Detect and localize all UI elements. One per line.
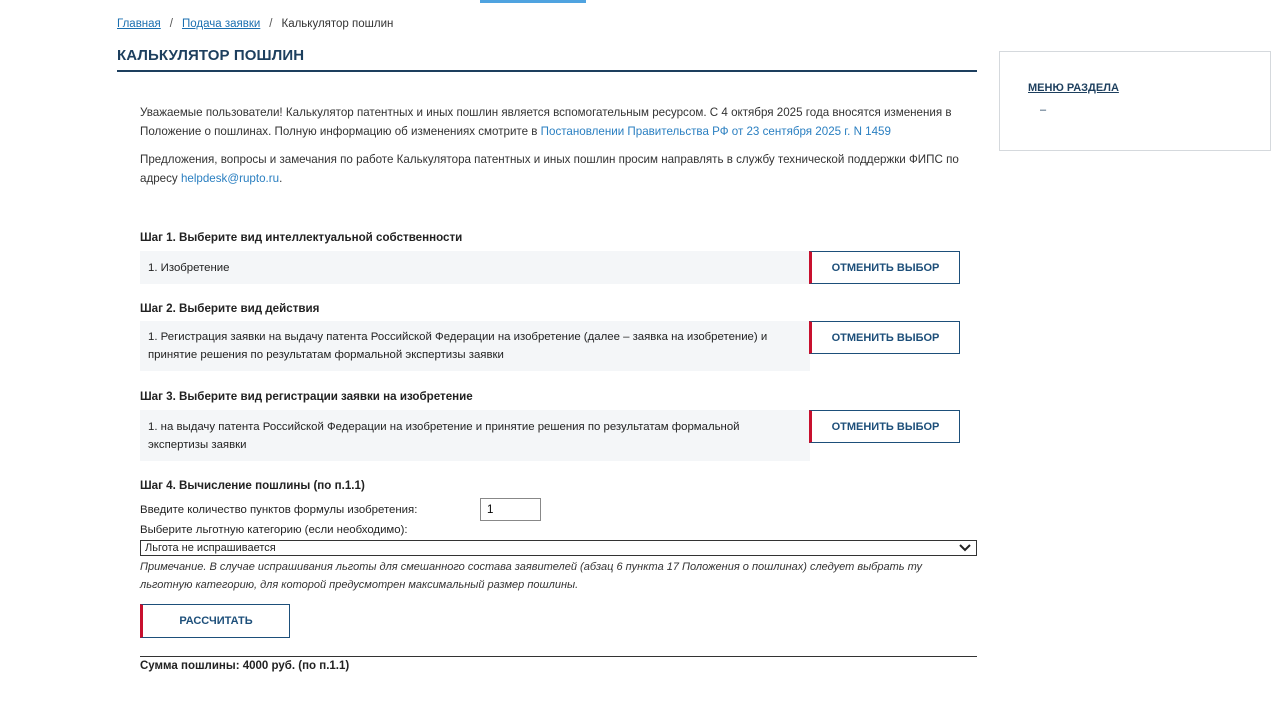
intro-text <box>140 104 980 198</box>
intro-p2-text: Предложения, вопросы и замечания по работе Калькулятора патентных и иных пошлин просим направлять в службу технической поддержки ФИПС по адресу <box>140 153 959 185</box>
section-menu-item[interactable]: – <box>1040 104 1047 116</box>
fee-result: Сумма пошлины: 4000 руб. (по п.1.1) <box>140 660 350 672</box>
breadcrumb-separator: / <box>169 18 173 30</box>
step3-selected-choice: 1. на выдачу патента Российской Федерации на изобретение и принятие решения по результатам формальной экспертизы заявки <box>140 410 810 461</box>
breadcrumb-submit-link[interactable]: Подача заявки <box>181 18 261 30</box>
benefit-category-selected: Льгота не испрашивается <box>145 542 276 554</box>
breadcrumb <box>117 18 393 30</box>
helpdesk-email-link[interactable]: helpdesk@rupto.ru <box>180 171 280 185</box>
step3-title: Шаг 3. Выберите вид регистрации заявки на изобретение <box>140 390 473 403</box>
breadcrumb-current: Калькулятор пошлин <box>281 18 394 30</box>
result-divider <box>140 656 977 657</box>
step4-title: Шаг 4. Вычисление пошлины (по п.1.1) <box>140 479 365 492</box>
claims-count-label: Введите количество пунктов формулы изобретения: <box>140 504 418 516</box>
section-menu-title[interactable]: МЕНЮ РАЗДЕЛА <box>1028 82 1119 94</box>
decree-link[interactable]: Постановлении Правительства РФ от 23 сентября 2025 г. N 1459 <box>540 124 891 138</box>
benefit-note: Примечание. В случае испрашивания льготы для смешанного состава заявителей (абзац 6 пункта 17 Положения о пошлинах) следует выбрать ту льготную категорию, для которой предусмотрен максимальный размер пошлины. <box>140 561 923 591</box>
step2-cancel-button[interactable]: ОТМЕНИТЬ ВЫБОР <box>809 321 960 354</box>
intro-paragraph-1 <box>140 104 980 141</box>
claims-count-input[interactable] <box>480 498 541 521</box>
step1-cancel-button[interactable]: ОТМЕНИТЬ ВЫБОР <box>809 251 960 284</box>
section-menu <box>999 51 1271 151</box>
step2-title: Шаг 2. Выберите вид действия <box>140 302 320 315</box>
chevron-down-icon <box>958 543 972 553</box>
benefit-category-select[interactable] <box>140 540 977 556</box>
step1-selected-choice: 1. Изобретение <box>140 251 810 284</box>
step1-title: Шаг 1. Выберите вид интеллектуальной собственности <box>140 231 463 244</box>
page-title: КАЛЬКУЛЯТОР ПОШЛИН <box>117 47 977 72</box>
intro-paragraph-2 <box>140 151 980 188</box>
intro-p2-end: . <box>279 171 283 185</box>
calculate-button[interactable]: РАССЧИТАТЬ <box>140 604 290 638</box>
intro-p1-text: Уважаемые пользователи! Калькулятор патентных и иных пошлин является вспомогательным ресурсом. С 4 октября 2025 года вносятся изменения в Положение о пошлинах. Полную информацию об изменениях смотрите в <box>140 106 952 138</box>
step2-selected-choice: 1. Регистрация заявки на выдачу патента Российской Федерации на изобретение (далее – заявка на изобретение) и принятие решения по результатам формальной экспертизы заявки <box>140 321 810 371</box>
benefit-category-label: Выберите льготную категорию (если необходимо): <box>140 524 408 536</box>
step3-cancel-button[interactable]: ОТМЕНИТЬ ВЫБОР <box>809 410 960 443</box>
breadcrumb-home-link[interactable]: Главная <box>117 18 161 30</box>
top-nav-active-indicator <box>480 0 586 3</box>
breadcrumb-separator: / <box>269 18 273 30</box>
